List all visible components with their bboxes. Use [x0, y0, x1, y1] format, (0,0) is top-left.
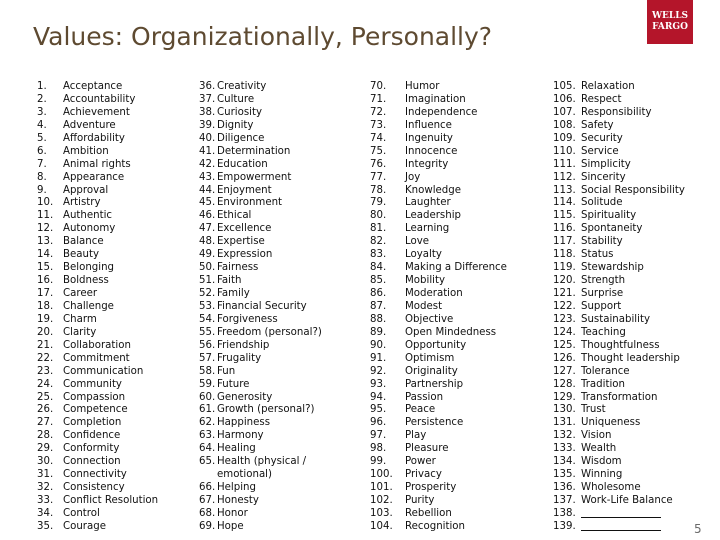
value-label: Stewardship — [581, 262, 644, 274]
value-number: 23. — [37, 365, 54, 377]
logo-line-2: FARGO — [652, 22, 688, 32]
value-label: Competence — [63, 404, 128, 416]
value-number: 125. — [553, 339, 576, 351]
value-label: emotional) — [217, 469, 272, 481]
value-label: Expertise — [217, 236, 265, 248]
value-number: 130. — [553, 404, 576, 416]
value-number: 64. — [199, 443, 216, 455]
value-number: 69. — [199, 520, 216, 532]
value-label: Creativity — [217, 81, 267, 92]
value-label: Commitment — [63, 352, 130, 364]
value-label: Authentic — [63, 210, 113, 222]
value-number: 18. — [37, 300, 54, 312]
value-label: Excellence — [217, 223, 272, 235]
value-number: 117. — [553, 236, 576, 248]
blank-fill-in-line — [581, 521, 661, 531]
value-label: Career — [63, 288, 98, 299]
value-number: 24. — [37, 378, 54, 390]
value-number: 54. — [199, 313, 216, 325]
value-number: 97. — [370, 430, 387, 442]
value-label: Wholesome — [581, 482, 641, 494]
value-number: 65. — [199, 456, 216, 468]
value-number: 33. — [37, 495, 54, 506]
value-number: 28. — [37, 430, 54, 442]
value-label: Connectivity — [63, 469, 127, 481]
value-label: Expression — [217, 249, 273, 261]
value-label: Confidence — [63, 430, 121, 442]
value-number: 40. — [199, 132, 216, 144]
value-label: Courage — [63, 520, 106, 532]
value-label: Approval — [63, 184, 109, 196]
value-number: 98. — [370, 443, 387, 455]
value-number: 19. — [37, 313, 54, 325]
value-label: Strength — [581, 275, 626, 287]
value-number: 90. — [370, 339, 387, 351]
value-number: 120. — [553, 275, 576, 287]
value-label: Fun — [217, 365, 236, 377]
value-label: Spirituality — [581, 210, 637, 222]
value-number: 3. — [37, 106, 47, 118]
value-number: 101. — [370, 482, 393, 494]
value-number: 1. — [37, 81, 47, 92]
value-number: 127. — [553, 365, 576, 377]
value-label: Open Mindedness — [405, 326, 497, 338]
value-number: 37. — [199, 93, 216, 105]
value-number: 99. — [370, 456, 387, 468]
value-label: Safety — [581, 119, 614, 131]
value-label: Friendship — [217, 339, 270, 351]
value-number: 60. — [199, 391, 216, 403]
value-label: Loyalty — [405, 249, 442, 261]
value-label: Uniqueness — [581, 417, 641, 429]
value-label: Peace — [405, 404, 436, 416]
value-number: 108. — [553, 119, 576, 131]
value-number: 59. — [199, 378, 216, 390]
value-number: 71. — [370, 93, 387, 105]
value-number: 12. — [37, 223, 54, 235]
value-number: 137. — [553, 495, 576, 506]
value-number: 135. — [553, 469, 576, 481]
value-number: 89. — [370, 326, 387, 338]
value-number: 96. — [370, 417, 387, 429]
value-number: 80. — [370, 210, 387, 222]
value-label: Acceptance — [63, 81, 123, 92]
value-label: Environment — [217, 197, 283, 209]
value-label: Responsibility — [581, 106, 652, 118]
value-number: 86. — [370, 288, 387, 299]
value-number: 79. — [370, 197, 387, 209]
value-label: Social Responsibility — [581, 184, 685, 196]
value-label: Ingenuity — [405, 132, 453, 144]
value-label: Wealth — [581, 443, 617, 455]
value-number: 6. — [37, 145, 47, 157]
value-number: 48. — [199, 236, 216, 248]
value-label: Making a Difference — [405, 262, 507, 274]
value-label: Influence — [405, 119, 452, 131]
value-number: 27. — [37, 417, 54, 429]
value-number: 75. — [370, 145, 387, 157]
value-number: 26. — [37, 404, 54, 416]
value-label: Belonging — [63, 262, 114, 274]
value-number: 66. — [199, 482, 216, 494]
value-number: 102. — [370, 495, 393, 506]
value-number: 114. — [553, 197, 576, 209]
value-number: 94. — [370, 391, 387, 403]
value-label: Consistency — [63, 482, 125, 494]
value-number: 35. — [37, 520, 54, 532]
value-label: Work-Life Balance — [581, 495, 673, 506]
value-label: Affordability — [63, 132, 125, 144]
value-number: 49. — [199, 249, 216, 261]
value-label: Connection — [63, 456, 121, 468]
value-number: 63. — [199, 430, 216, 442]
value-label: Animal rights — [63, 158, 131, 170]
value-label: Boldness — [63, 275, 109, 287]
value-number: 78. — [370, 184, 387, 196]
value-number: 113. — [553, 184, 576, 196]
value-number: 83. — [370, 249, 387, 261]
value-label: Accountability — [63, 93, 136, 105]
value-label: Challenge — [63, 300, 114, 312]
value-label: Financial Security — [217, 300, 307, 312]
value-number: 61. — [199, 404, 216, 416]
value-label: Ethical — [217, 210, 252, 222]
value-number: 139. — [553, 520, 576, 532]
value-number: 20. — [37, 326, 54, 338]
value-label: Knowledge — [405, 184, 462, 196]
value-label: Stability — [581, 236, 623, 248]
value-label: Fairness — [217, 262, 259, 274]
value-number: 136. — [553, 482, 576, 494]
value-label: Independence — [405, 106, 478, 118]
value-number: 41. — [199, 145, 216, 157]
value-number: 46. — [199, 210, 216, 222]
value-label: Status — [581, 249, 614, 261]
value-label: Beauty — [63, 249, 99, 261]
value-label: Leadership — [405, 210, 461, 222]
slide-title: Values: Organizationally, Personally? — [33, 22, 493, 51]
value-number: 93. — [370, 378, 387, 390]
value-number: 34. — [37, 507, 54, 519]
value-number: 131. — [553, 417, 576, 429]
value-label: Autonomy — [63, 223, 116, 235]
value-number: 119. — [553, 262, 576, 274]
value-number: 56. — [199, 339, 216, 351]
value-number: 92. — [370, 365, 387, 377]
value-number: 115. — [553, 210, 576, 222]
value-number: 100. — [370, 469, 393, 481]
value-number: 134. — [553, 456, 576, 468]
value-number: 14. — [37, 249, 54, 261]
value-label: Completion — [63, 417, 122, 429]
value-number: 36. — [199, 81, 216, 92]
value-label: Helping — [217, 482, 256, 494]
value-number: 77. — [370, 171, 387, 183]
value-number: 15. — [37, 262, 54, 274]
value-label: Control — [63, 507, 100, 519]
value-number: 73. — [370, 119, 387, 131]
value-label: Relaxation — [581, 81, 635, 92]
value-label: Moderation — [405, 288, 463, 299]
value-label: Generosity — [217, 391, 273, 403]
value-number: 5. — [37, 132, 47, 144]
value-number: 129. — [553, 391, 576, 403]
value-number: 42. — [199, 158, 216, 170]
value-label: Play — [405, 430, 427, 442]
value-number: 74. — [370, 132, 387, 144]
value-number: 133. — [553, 443, 576, 455]
value-number: 126. — [553, 352, 576, 364]
value-label: Empowerment — [217, 171, 292, 183]
value-number: 122. — [553, 300, 576, 312]
value-label: Spontaneity — [581, 223, 643, 235]
value-label: Prosperity — [405, 482, 457, 494]
value-label: Ambition — [63, 145, 109, 157]
value-label: Love — [405, 236, 430, 248]
value-label: Family — [217, 288, 250, 299]
value-number: 21. — [37, 339, 54, 351]
value-number: 32. — [37, 482, 54, 494]
value-number: 8. — [37, 171, 47, 183]
value-label: Happiness — [217, 417, 271, 429]
value-number: 31. — [37, 469, 54, 481]
value-label: Learning — [405, 223, 450, 235]
value-number: 2. — [37, 93, 47, 105]
value-number: 4. — [37, 119, 47, 131]
value-label: Laughter — [405, 197, 451, 209]
value-label: Recognition — [405, 520, 465, 532]
value-label: Sustainability — [581, 313, 650, 325]
value-number: 82. — [370, 236, 387, 248]
value-label: Trust — [581, 404, 606, 416]
value-number: 16. — [37, 275, 54, 287]
value-number: 53. — [199, 300, 216, 312]
value-number: 138. — [553, 507, 576, 519]
value-label: Culture — [217, 93, 255, 105]
value-number: 44. — [199, 184, 216, 196]
value-number: 112. — [553, 171, 576, 183]
value-label: Partnership — [405, 378, 464, 390]
value-number: 9. — [37, 184, 47, 196]
value-label: Charm — [63, 313, 97, 325]
value-number: 47. — [199, 223, 216, 235]
value-number: 110. — [553, 145, 576, 157]
value-label: Growth (personal?) — [217, 404, 315, 416]
blank-fill-in-line — [581, 508, 661, 518]
value-number: 72. — [370, 106, 387, 118]
value-label: Conflict Resolution — [63, 495, 159, 506]
value-label: Healing — [217, 443, 256, 455]
value-number: 106. — [553, 93, 576, 105]
value-number: 85. — [370, 275, 387, 287]
value-number: 67. — [199, 495, 216, 506]
value-label: Determination — [217, 145, 291, 157]
value-number: 123. — [553, 313, 576, 325]
value-number: 124. — [553, 326, 576, 338]
value-label: Enjoyment — [217, 184, 272, 196]
value-label: Achievement — [63, 106, 130, 118]
value-number: 103. — [370, 507, 393, 519]
value-number: 39. — [199, 119, 216, 131]
value-label: Conformity — [63, 443, 120, 455]
value-number: 52. — [199, 288, 216, 299]
value-label: Harmony — [217, 430, 264, 442]
value-number: 105. — [553, 81, 576, 92]
value-number: 88. — [370, 313, 387, 325]
value-label: Forgiveness — [217, 313, 278, 325]
value-label: Respect — [581, 93, 622, 105]
value-number: 55. — [199, 326, 216, 338]
value-label: Service — [581, 145, 619, 157]
value-number: 58. — [199, 365, 216, 377]
value-number: 132. — [553, 430, 576, 442]
value-label: Teaching — [581, 326, 626, 338]
value-number: 111. — [553, 158, 576, 170]
value-number: 128. — [553, 378, 576, 390]
value-number: 95. — [370, 404, 387, 416]
value-label: Diligence — [217, 132, 265, 144]
value-label: Thought leadership — [581, 352, 680, 364]
value-number: 25. — [37, 391, 54, 403]
value-label: Objective — [405, 313, 454, 325]
value-label: Education — [217, 158, 268, 170]
logo-line-1: WELLS — [651, 11, 689, 21]
value-label: Transformation — [581, 391, 658, 403]
value-label: Pleasure — [405, 443, 449, 455]
value-label: Mobility — [405, 275, 446, 287]
value-number: 104. — [370, 520, 393, 532]
value-label: Purity — [405, 495, 435, 506]
page-number: 5 — [694, 522, 702, 536]
value-label: Communication — [63, 365, 144, 377]
value-label: Tradition — [581, 378, 625, 390]
value-number: 70. — [370, 81, 387, 92]
value-label: Freedom (personal?) — [217, 326, 322, 338]
value-label: Modest — [405, 300, 443, 312]
value-label: Joy — [405, 171, 421, 183]
value-number: 109. — [553, 132, 576, 144]
value-number: 22. — [37, 352, 54, 364]
value-number: 68. — [199, 507, 216, 519]
value-label: Security — [581, 132, 623, 144]
value-label: Rebellion — [405, 507, 452, 519]
value-number: 30. — [37, 456, 54, 468]
value-label: Collaboration — [63, 339, 131, 351]
value-label: Faith — [217, 275, 242, 287]
value-label: Sincerity — [581, 171, 626, 183]
value-label: Hope — [217, 520, 244, 532]
value-label: Frugality — [217, 352, 262, 364]
value-label: Winning — [581, 469, 623, 481]
value-label: Adventure — [63, 119, 116, 131]
value-number: 38. — [199, 106, 216, 118]
value-label: Power — [405, 456, 436, 468]
value-label: Community — [63, 378, 122, 390]
value-number: 84. — [370, 262, 387, 274]
value-label: Balance — [63, 236, 104, 248]
value-label: Future — [217, 378, 250, 390]
value-number: 57. — [199, 352, 216, 364]
value-label: Surprise — [581, 288, 624, 299]
value-label: Privacy — [405, 469, 442, 481]
value-number: 76. — [370, 158, 387, 170]
value-label: Imagination — [405, 93, 466, 105]
value-label: Honor — [217, 507, 248, 519]
value-number: 13. — [37, 236, 54, 248]
value-number: 10. — [37, 197, 54, 209]
value-number: 17. — [37, 288, 54, 299]
value-label: Innocence — [405, 145, 458, 157]
value-number: 81. — [370, 223, 387, 235]
value-label: Wisdom — [581, 456, 622, 468]
value-label: Tolerance — [581, 365, 630, 377]
value-label: Humor — [405, 81, 440, 92]
value-number: 7. — [37, 158, 47, 170]
value-label: Opportunity — [405, 339, 467, 351]
value-label: Integrity — [405, 158, 449, 170]
value-number: 121. — [553, 288, 576, 299]
value-number: 50. — [199, 262, 216, 274]
value-label: Originality — [405, 365, 458, 377]
value-label: Solitude — [581, 197, 623, 209]
value-label: Vision — [581, 430, 612, 442]
value-number: 43. — [199, 171, 216, 183]
value-number: 91. — [370, 352, 387, 364]
value-label: Health (physical / — [217, 456, 307, 468]
value-label: Compassion — [63, 391, 126, 403]
value-label: Support — [581, 300, 622, 312]
value-label: Clarity — [63, 326, 97, 338]
value-label: Artistry — [63, 197, 101, 209]
value-number: 107. — [553, 106, 576, 118]
value-label: Honesty — [217, 495, 259, 506]
value-number: 118. — [553, 249, 576, 261]
value-number: 29. — [37, 443, 54, 455]
value-number: 11. — [37, 210, 54, 222]
value-label: Optimism — [405, 352, 455, 364]
value-label: Simplicity — [581, 158, 631, 170]
value-label: Thoughtfulness — [581, 339, 660, 351]
value-number: 87. — [370, 300, 387, 312]
value-label: Appearance — [63, 171, 125, 183]
value-label: Persistence — [405, 417, 464, 429]
value-number: 51. — [199, 275, 216, 287]
value-label: Passion — [405, 391, 444, 403]
value-label: Dignity — [217, 119, 254, 131]
value-label: Curiosity — [217, 106, 262, 118]
value-number: 45. — [199, 197, 216, 209]
wells-fargo-logo — [647, 0, 693, 44]
value-number: 116. — [553, 223, 576, 235]
value-number: 62. — [199, 417, 216, 429]
